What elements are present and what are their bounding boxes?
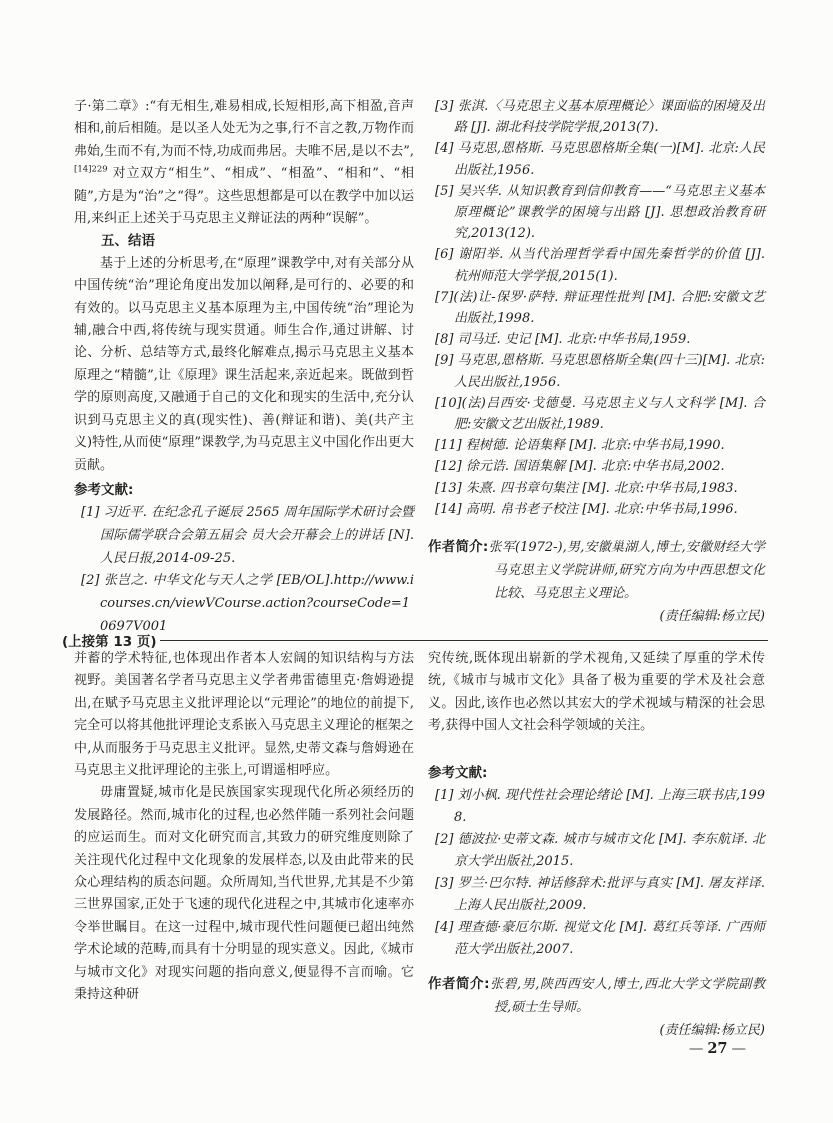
page-number — [428, 1040, 750, 1057]
reference-item: [2] 德波拉·史蒂文森. 城市与城市文化 [M]. 李东航译. 北京大学出版社,2015. — [435, 831, 765, 869]
editor-note-article1: (责任编辑:杨立民) — [659, 609, 765, 625]
article1-left-column — [74, 96, 414, 639]
reference-item: [4] 马克思,恩格斯. 马克思恩格斯全集(一)[M]. 北京:人民出版社,1956. — [435, 141, 765, 178]
reference-item: [8] 司马迁. 史记 [M]. 北京:中华书局,1959. — [435, 332, 691, 348]
article2-body-right: 究传统,既体现出崭新的学术视角,又延续了厚重的学术传统,《城市与城市文化》具备了极为重要的学术及社会意义。因此,该作也必然以其宏大的学术视域与精深的社会思考,获得中国人文社会科学领域的关注。 — [428, 651, 765, 734]
reference-item: [3] 张淇.〈马克思主义基本原理概论〉课面临的困境及出路 [J]. 湖北科技学院学报,2013(7). — [435, 99, 765, 136]
article2-right-column — [428, 648, 765, 1042]
continuation-divider — [62, 630, 768, 650]
article2-body-continuation: 并蓄的学术特征,也体现出作者本人宏阔的知识结构与方法视野。美国著名学者马克思主义学者弗雷德里克·詹姆逊提出,在赋予马克思主义批评理论以“元理论”的地位的前提下,完全可以将其他批评理论支系嵌入马克思主义理论的框架之中,从而服务于马克思主义批评。显然,史蒂文森与詹姆逊在马克思主义批评理论的主张上,可谓遥相呼应。 — [74, 651, 414, 779]
author-bio-article2 — [428, 973, 765, 1019]
reference-item: [7](法)让-保罗·萨特. 辩证理性批判 [M]. 合肥:安徽文艺出版社,1998. — [435, 289, 765, 327]
reference-item: [4] 理查德·豪厄尔斯. 视觉文化 [M]. 葛红兵等译. 广西师范大学出版社,2007. — [435, 919, 765, 957]
author-bio-label: 作者简介: — [428, 975, 490, 992]
reference-item: [1] 习近平. 在纪念孔子诞辰 2565 周年国际学术研讨会暨国际儒学联合会第五届会 员大会开幕会上的讲话 [N]. 人民日报,2014-09-25. — [81, 504, 414, 566]
reference-item: [9] 马克思,恩格斯. 马克思恩格斯全集(四十三)[M]. 北京:人民出版社,1956. — [435, 353, 765, 390]
continued-from-label: (上接第 13 页) — [62, 634, 157, 650]
page-number-value: 27 — [707, 1040, 728, 1057]
reference-item: [12] 徐元诰. 国语集解 [M]. 北京:中华书局,2002. — [435, 459, 725, 475]
author-bio-text: 张碧,男,陕西西安人,博士,西北大学文学院副教授,硕士生导师。 — [489, 976, 765, 1015]
page-number-dash: — — [688, 1041, 704, 1057]
article2-urbanization-paragraph: 毋庸置疑,城市化是民族国家实现现代化所必须经历的发展路径。然而,城市化的过程,也必然伴随一系列社会问题的应运而生。而对文化研究而言,其致力的研究维度则除了关注现代化过程中文化现象的发展样态,以及由此带来的民众心理结构的质态问题。众所周知,当代世界,尤其是不少第三世界国家,正处于飞速的现代化进程之中,其城市化速率亦令举世瞩目。在这一过程中,城市现代性问题便已超出纯然学术论域的范畴,而具有十分明显的现实意义。因此,《城市与城市文化》对现实问题的指向意义,便显得不言而喻。它秉持这种研 — [74, 785, 414, 1003]
reference-item: [13] 朱熹. 四书章句集注 [M]. 北京:中华书局,1983. — [435, 480, 738, 496]
reference-item: [11] 程树德. 论语集释 [M]. 北京:中华书局,1990. — [435, 438, 725, 454]
article1-body-continuation — [74, 96, 414, 230]
article2-left-column — [74, 648, 414, 1007]
conclusion-paragraph: 基于上述的分析思考,在“原理”课教学中,对有关部分从中国传统“治”理论角度出发加以阐释,是可行的、必要的和有效的。以马克思主义基本原理为主,中国传统“治”理论为辅,融合中西,将传统与现实贯通。师生合作,通过讲解、讨论、分析、总结等方式,最终化解难点,揭示马克思主义基本原理之“精髓”,让《原理》课生活起来,亲近起来。既做到哲学的原则高度,又融通于自己的文化和现实的生活中,充分认识到马克思主义的真(现实性)、善(辩证和谐)、美(共产主义)特性,从而使“原理”课教学,为马克思主义中国化作出更大贡献。 — [74, 255, 414, 473]
body-text-pre-citation: 子·第二章》:“有无相生,难易相成,长短相形,高下相盈,音声相和,前后相随。是以圣人处无为之事,行不言之教,万物作而弗始,生而不有,为而不恃,功成而弗居。夫唯不居,是以不去”, — [74, 99, 414, 159]
reference-item: [3] 罗兰·巴尔特. 神话修辞术:批评与真实 [M]. 屠友祥译. 上海人民出版社,2009. — [435, 875, 765, 913]
author-bio-article1 — [428, 536, 765, 605]
reference-item: [6] 谢阳举. 从当代治理哲学看中国先秦哲学的价值 [J]. 杭州师范大学学报,2015(1). — [435, 247, 765, 284]
references-heading-article2: 参考文献: — [428, 764, 488, 781]
body-text-post-citation: 对立双方“相生”、“相成”、“相盈”、“相和”、“相随”,方是为“治”之“得”。这些思想都是可以在教学中加以运用,来纠正上述关于马克思主义辩证法的两种“误解”。 — [74, 166, 414, 227]
reference-item: [2] 张岂之. 中华文化与天人之学 [EB/OL].http://www.icourses.cn/viewVCourse.action?courseCode=10697V001 — [81, 573, 414, 634]
reference-item: [14] 高明. 帛书老子校注 [M]. 北京:中华书局,1996. — [435, 501, 738, 517]
author-bio-label: 作者简介: — [428, 539, 489, 556]
reference-item: [10](法)吕西安·戈德曼. 马克思主义与人文科学 [M]. 合肥:安徽文艺出版社,1989. — [435, 395, 765, 433]
section-heading-conclusion: 五、结语 — [101, 233, 155, 250]
article1-right-column — [428, 96, 765, 628]
reference-item: [1] 刘小枫. 现代性社会理论绪论 [M]. 上海三联书店,1998. — [435, 787, 765, 825]
references-heading-article1: 参考文献: — [74, 481, 134, 498]
reference-item: [5] 吴兴华. 从知识教育到信仰教育——“马克思主义基本原理概论”课教学的困境与出路 [J]. 思想政治教育研究,2013(12). — [435, 183, 765, 242]
editor-note-article2: (责任编辑:杨立民) — [659, 1022, 765, 1038]
page-number-dash: — — [731, 1041, 746, 1057]
citation-superscript: [14]229 — [74, 164, 108, 175]
author-bio-text: 张军(1972-),男,安徽巢湖人,博士,安徽财经大学马克思主义学院讲师,研究方向为中西思想文化比较、马克思主义理论。 — [488, 540, 765, 602]
divider-rule — [160, 640, 768, 641]
